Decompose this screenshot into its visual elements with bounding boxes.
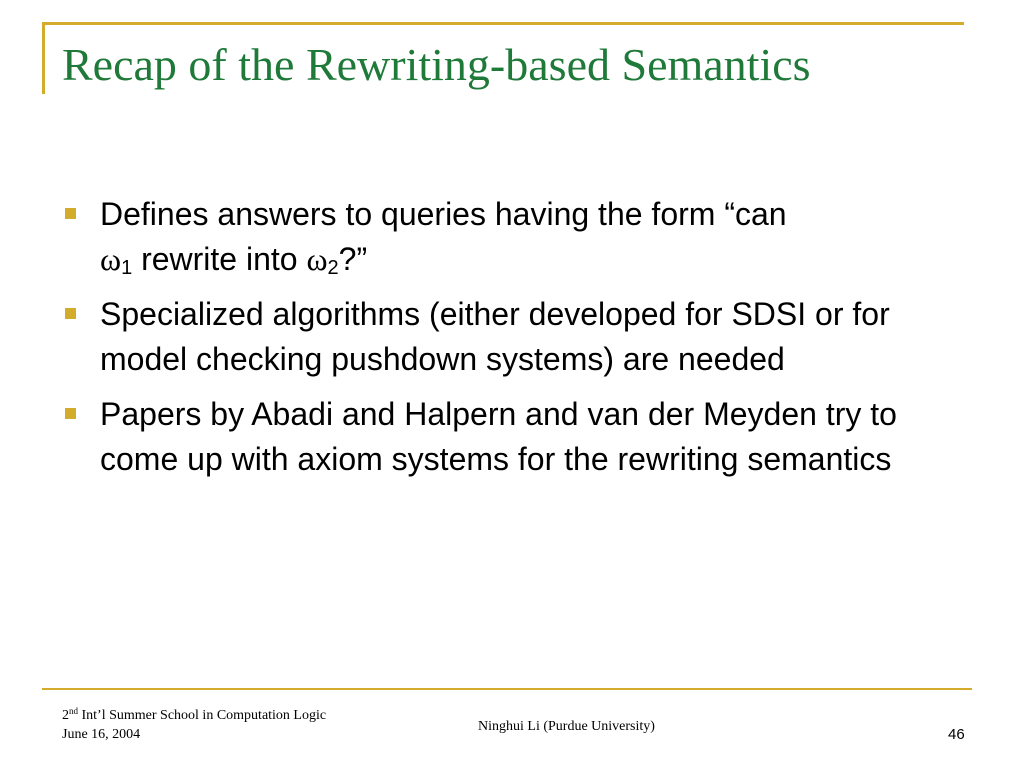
footer-event-info [62,706,326,744]
bullet-text-3: Papers by Abadi and Halpern and van der Meyden try to come up with axiom systems for the rewriting semantics [100,396,897,477]
footer-event-ordinal: nd [69,706,78,716]
slide-title: Recap of the Rewriting-based Semantics [62,39,811,90]
bullet-1-part3: ?” [338,241,368,277]
footer-event-name: Int’l Summer School in Computation Logic [78,708,327,723]
footer-author: Ninghui Li (Purdue University) [478,719,655,734]
footer-date: June 16, 2004 [62,727,141,742]
title-accent-horizontal-line [42,22,964,25]
footer-event-title [62,706,326,725]
omega-subscript-2: 2 [327,257,339,279]
bullet-square-icon [65,308,76,319]
omega-symbol-2: ω [306,241,328,277]
footer-event-number: 2 [62,708,69,723]
title-accent-vertical-line [42,22,45,94]
bullet-item-1 [62,192,972,282]
bullet-1-part1: Defines answers to queries having the form “can [100,196,787,232]
bullet-square-icon [65,408,76,419]
bullet-text-1 [100,192,972,282]
bullet-text-2: Specialized algorithms (either developed for SDSI or for model checking pushdown systems) are needed [100,296,890,377]
bullet-square-icon [65,208,76,219]
omega-symbol-1: ω [100,241,122,277]
bullet-item-3 [62,392,972,482]
bullet-item-2 [62,292,972,382]
bullet-list [62,192,972,492]
bullet-1-part2: rewrite into [132,241,307,277]
page-number: 46 [948,726,965,743]
omega-subscript-1: 1 [121,257,133,279]
footer-divider [42,688,972,690]
